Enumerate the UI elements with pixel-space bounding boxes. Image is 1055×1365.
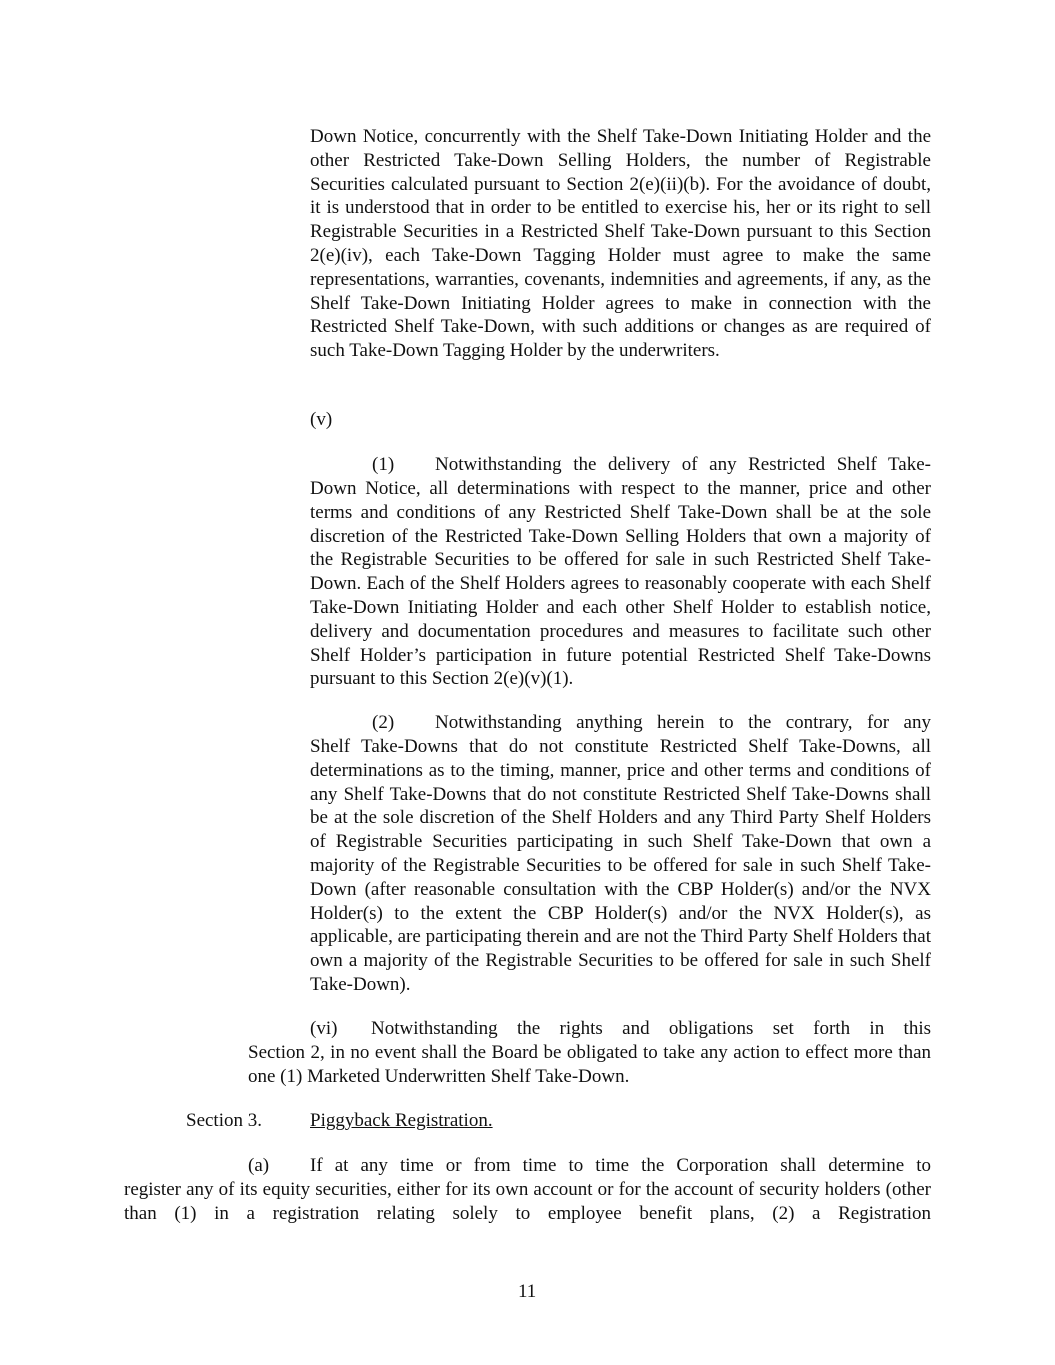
section-3-label: Section 3. bbox=[186, 1110, 262, 1131]
section-3-title: Piggyback Registration. bbox=[310, 1110, 493, 1131]
clause-v-1-first-line: Notwithstanding the delivery of any Restricted Shelf Take- bbox=[435, 454, 931, 475]
clause-v-1-number: (1) bbox=[372, 454, 395, 475]
subsection-v-label: (v) bbox=[310, 409, 333, 430]
clause-v-2-number: (2) bbox=[372, 712, 395, 733]
clause-v-2-body: Shelf Take-Downs that do not constitute Restricted Shelf Take-Downs, all determinations as to the timing, manner, price and other terms and conditions of any Shelf Take-Downs that do not constitute Restricted Shelf Take-Downs shall be at the sole discretion of the Shelf Holders and any Third Party Shelf Holders of Registrable Securities participating in such Shelf Take-Down that own a majority of the Registrable Securities to be offered for sale in such Shelf Take-Down (after reasonable consultation with the CBP Holder(s) and/or the NVX Holder(s) to the extent the CBP Holder(s) and/or the NVX Holder(s), as applicable, are participating therein and are not the Third Party Shelf Holders that own a majority of the Registrable Securities to be offered for sale in such Shelf Take-Down). bbox=[310, 736, 931, 995]
clause-v-1-body: Down Notice, all determinations with respect to the manner, price and other terms and conditions of any Restricted Shelf Take-Down shall be at the sole discretion of the Restricted Take-Down Selling Holders that own a majority of the Registrable Securities to be offered for sale in such Restricted Shelf Take-Down. Each of the Shelf Holders agrees to reasonably cooperate with each Shelf Take-Down Initiating Holder and each other Shelf Holder to establish notice, delivery and documentation procedures and measures to facilitate such other Shelf Holder’s participation in future potential Restricted Shelf Take-Downs pursuant to this Section 2(e)(v)(1). bbox=[310, 478, 931, 690]
paragraph-take-down-notice: Down Notice, concurrently with the Shelf Take-Down Initiating Holder and the other Restricted Take-Down Selling Holders, the number of Registrable Securities calculated pursuant to Section 2(e)(ii)(b). For the avoidance of doubt, it is understood that in order to be entitled to exercise his, her or its right to sell Registrable Securities in a Restricted Shelf Take-Down pursuant to this Section 2(e)(iv), each Take-Down Tagging Holder must agree to make the same representations, warranties, covenants, indemnities and agreements, if any, as the Shelf Take-Down Initiating Holder agrees to make in connection with the Restricted Shelf Take-Down, with such additions or changes as are required of such Take-Down Tagging Holder by the underwriters. bbox=[310, 126, 931, 362]
clause-a-first-line: If at any time or from time to time the Corporation shall determine to bbox=[310, 1155, 931, 1176]
subsection-vi-body: Section 2, in no event shall the Board be obligated to take any action to effect more than one (1) Marketed Underwritten Shelf Take-Down. bbox=[248, 1042, 931, 1087]
page-number: 11 bbox=[518, 1281, 537, 1302]
clause-v-2-first-line: Notwithstanding anything herein to the contrary, for any bbox=[435, 712, 931, 733]
subsection-vi-first-line: Notwithstanding the rights and obligations set forth in this bbox=[371, 1018, 931, 1039]
subsection-vi-number: (vi) bbox=[310, 1018, 338, 1039]
clause-a-body: register any of its equity securities, either for its own account or for the account of security holders (other than (1) in a registration relating solely to employee benefit plans, (2) a Registration bbox=[124, 1179, 931, 1224]
clause-a-number: (a) bbox=[248, 1155, 270, 1176]
